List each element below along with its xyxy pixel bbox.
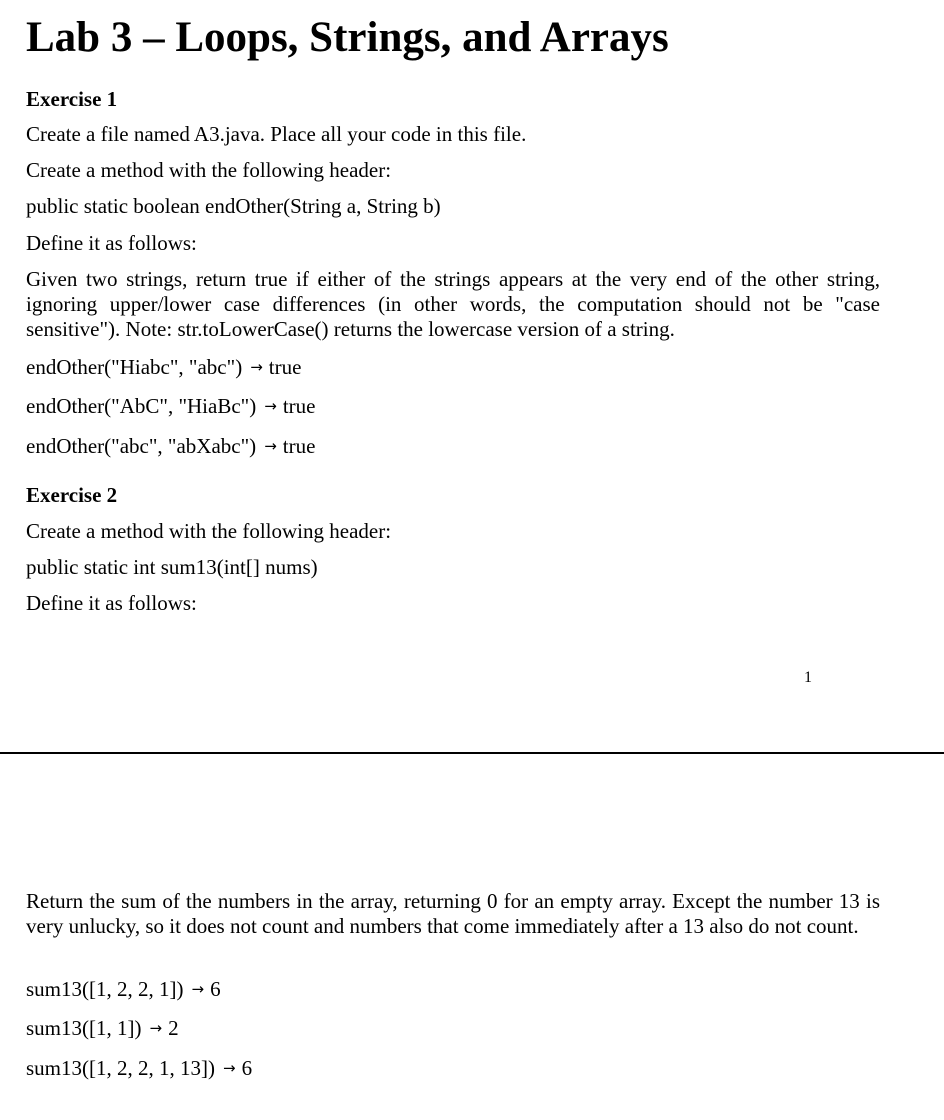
example-line <box>26 1055 252 1081</box>
example-call: sum13([1, 2, 2, 1, 13]) <box>26 1056 215 1080</box>
example-line <box>26 433 315 459</box>
arrow-icon: → <box>250 358 263 376</box>
example-call: sum13([1, 2, 2, 1]) <box>26 977 184 1001</box>
example-result: true <box>282 394 316 418</box>
arrow-icon: → <box>264 437 277 455</box>
exercise-1-description: Given two strings, return true if either of the strings appears at the very end of the other string, ignoring upper/lower case differences (in other words, the computation should not be "case sensitive"). Note: str.toLowerCase() returns the lowercase version of a string. <box>26 267 880 341</box>
example-line <box>26 1015 179 1041</box>
page-title: Lab 3 – Loops, Strings, and Arrays <box>26 14 669 61</box>
method-signature: public static int sum13(int[] nums) <box>26 555 318 579</box>
exercise-1-heading: Exercise 1 <box>26 87 118 111</box>
file-instruction: Create a file named A3.java. Place all your code in this file. <box>26 122 527 146</box>
exercise-2-heading: Exercise 2 <box>26 483 118 507</box>
example-call: endOther("abc", "abXabc") <box>26 434 257 458</box>
method-instruction: Create a method with the following header: <box>26 158 392 182</box>
exercise-2-description: Return the sum of the numbers in the array, returning 0 for an empty array. Except the number 13 is very unlucky, so it does not count and numbers that come immediately after a 13 also do not count. <box>26 889 880 938</box>
example-line <box>26 393 315 419</box>
arrow-icon: → <box>264 397 277 415</box>
example-result: 6 <box>210 977 221 1001</box>
example-result: 6 <box>241 1056 253 1080</box>
example-call: endOther("AbC", "HiaBc") <box>26 394 257 418</box>
page-number: 1 <box>804 669 812 686</box>
example-call: sum13([1, 1]) <box>26 1016 142 1040</box>
page-divider <box>0 752 944 754</box>
example-result: true <box>282 434 316 458</box>
example-result: 2 <box>168 1016 179 1040</box>
arrow-icon: → <box>191 980 205 998</box>
example-call: endOther("Hiabc", "abc") <box>26 355 243 379</box>
method-instruction: Create a method with the following header: <box>26 519 392 543</box>
example-result: true <box>268 355 302 379</box>
define-label: Define it as follows: <box>26 231 197 255</box>
example-line <box>26 354 301 380</box>
method-signature: public static boolean endOther(String a, String b) <box>26 194 441 218</box>
example-line <box>26 976 221 1002</box>
arrow-icon: → <box>149 1019 163 1037</box>
define-label: Define it as follows: <box>26 591 197 615</box>
arrow-icon: → <box>222 1059 236 1077</box>
